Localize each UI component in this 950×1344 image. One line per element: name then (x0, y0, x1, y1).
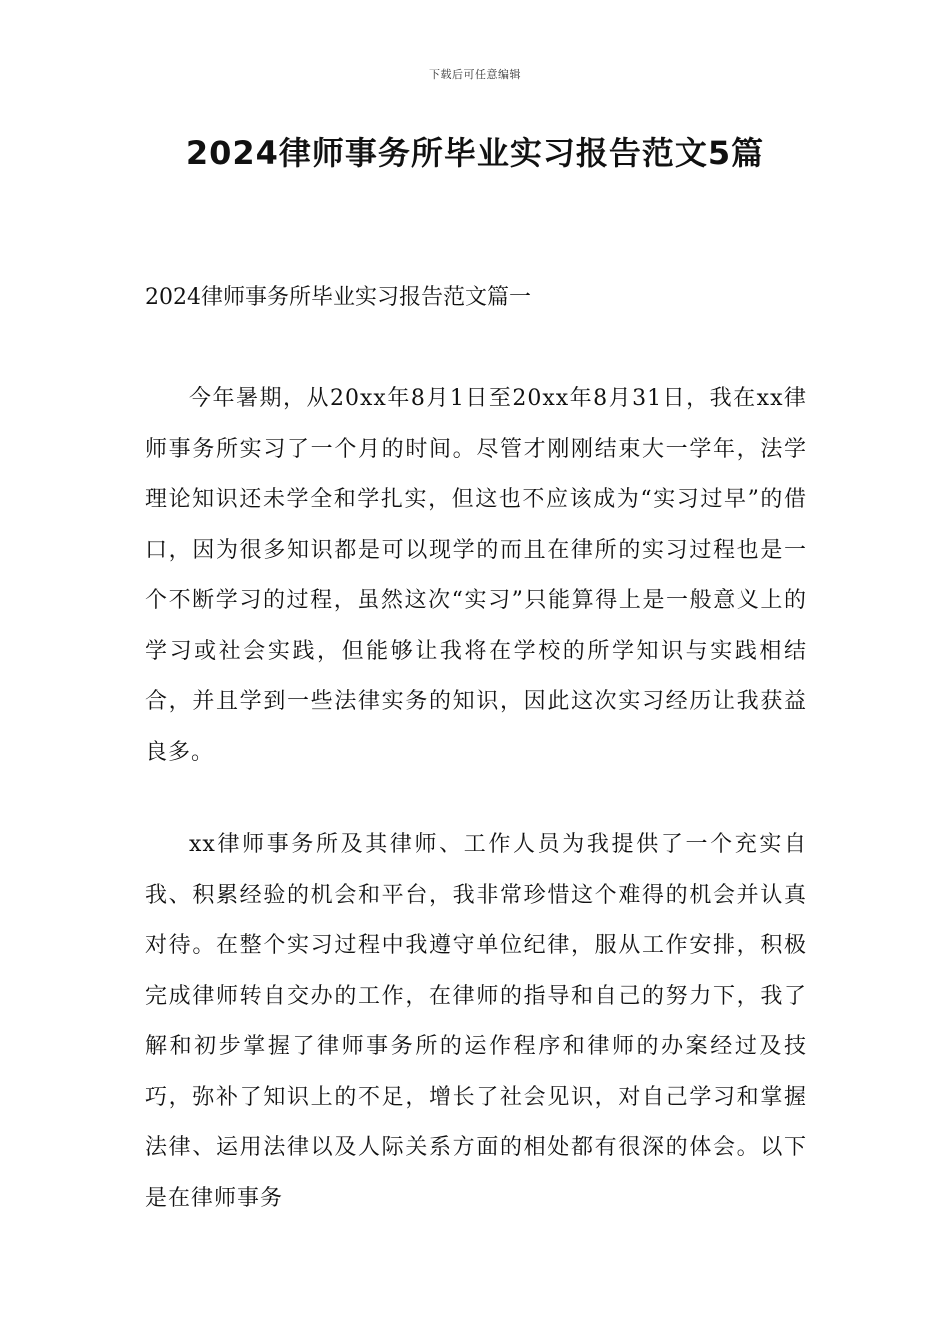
document-title: 2024律师事务所毕业实习报告范文5篇 (185, 134, 765, 172)
body-paragraph-1: 今年暑期，从20xx年8月1日至20xx年8月31日，我在xx律师事务所实习了一个月的时间。尽管才刚刚结束大一学年，法学理论知识还未学全和学扎实，但这也不应该成为“实习过早”的借口，因为很多知识都是可以现学的而且在律所的实习过程也是一个不断学习的过程，虽然这次“实习”只能算得上是一般意义上的学习或社会实践，但能够让我将在学校的所学知识与实践相结合，并且学到一些法律实务的知识，因此这次实习经历让我获益良多。 (145, 386, 807, 765)
header-note: 下载后可任意编辑 (429, 68, 521, 81)
section-heading: 2024律师事务所毕业实习报告范文篇一 (145, 285, 531, 310)
body-paragraph-2: xx律师事务所及其律师、工作人员为我提供了一个充实自我、积累经验的机会和平台，我非常珍惜这个难得的机会并认真对待。在整个实习过程中我遵守单位纪律，服从工作安排，积极完成律师转自交办的工作，在律师的指导和自己的努力下，我了解和初步掌握了律师事务所的运作程序和律师的办案经过及技巧，弥补了知识上的不足，增长了社会见识，对自己学习和掌握法律、运用法律以及人际关系方面的相处都有很深的体会。以下是在律师事务 (145, 832, 807, 1211)
